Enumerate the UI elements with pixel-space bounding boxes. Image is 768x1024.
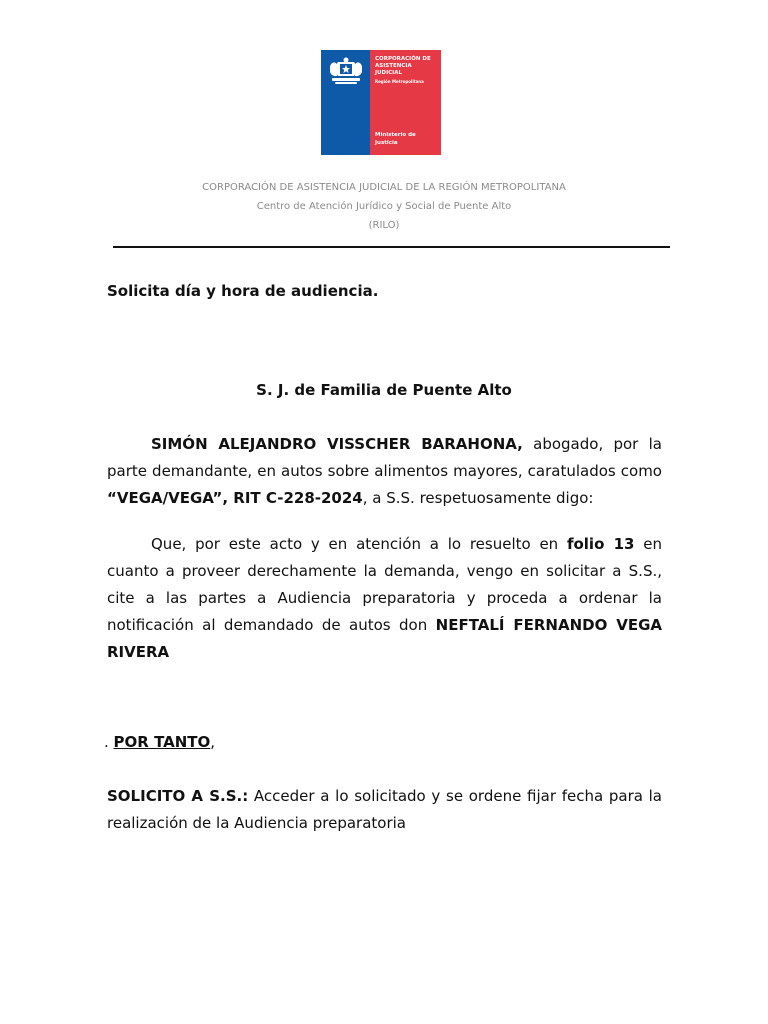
- logo-region: Región Metropolitana: [375, 79, 424, 84]
- petition-label: SOLICITO A S.S.:: [107, 787, 249, 805]
- logo-blue-panel: [321, 50, 370, 155]
- paragraph-petition: [107, 783, 662, 837]
- por-tanto-line: [104, 729, 215, 756]
- header-divider: [113, 246, 670, 248]
- por-tanto-prefix: .: [104, 733, 114, 751]
- folio-reference: folio 13: [566, 535, 635, 553]
- paragraph-request-body: [107, 531, 662, 666]
- defendant-name: NEFTALÍ FERNANDO VEGA RIVERA: [107, 616, 663, 661]
- institution-logo: [321, 50, 441, 155]
- por-tanto-label: POR TANTO: [113, 733, 211, 751]
- letterhead: [0, 180, 768, 237]
- por-tanto-suffix: ,: [210, 733, 216, 751]
- logo-ministry: Ministerio de Justicia: [375, 132, 416, 146]
- document-subject: Solicita día y hora de audiencia.: [107, 282, 379, 300]
- paragraph-2-text-b: en cuanto a proveer derechamente la demanda, vengo en solicitar a S.S., cite a las partes a Audiencia preparatoria y proceda a ordenar la notificación al demandado de autos don: [107, 535, 662, 634]
- paragraph-1-text-a: abogado, por la parte demandante, en autos sobre alimentos mayores, caratulados como: [107, 435, 662, 480]
- paragraph-1-text-b: , a S.S. respetuosamente digo:: [362, 489, 594, 507]
- logo-red-panel: [370, 50, 441, 155]
- paragraph-2-text-a: Que, por este acto y en atención a lo resuelto en: [151, 535, 567, 553]
- coat-of-arms-icon: [326, 54, 366, 88]
- lawyer-name: SIMÓN ALEJANDRO VISSCHER BARAHONA,: [151, 435, 523, 453]
- letterhead-line-1: CORPORACIÓN DE ASISTENCIA JUDICIAL DE LA REGIÓN METROPOLITANA: [202, 182, 566, 193]
- case-reference: “VEGA/VEGA”, RIT C-228-2024: [107, 489, 363, 507]
- logo-organization: CORPORACIÓN DE ASISTENCIA JUDICIAL Región Metropolitana: [375, 56, 439, 85]
- court-addressee: S. J. de Familia de Puente Alto: [256, 381, 512, 399]
- paragraph-appearance: [107, 431, 662, 512]
- letterhead-line-3: (RILO): [368, 220, 400, 231]
- petition-text: Acceder a lo solicitado y se ordene fijar fecha para la realización de la Audiencia preparatoria: [107, 787, 662, 832]
- letterhead-line-2: Centro de Atención Jurídico y Social de Puente Alto: [256, 201, 512, 212]
